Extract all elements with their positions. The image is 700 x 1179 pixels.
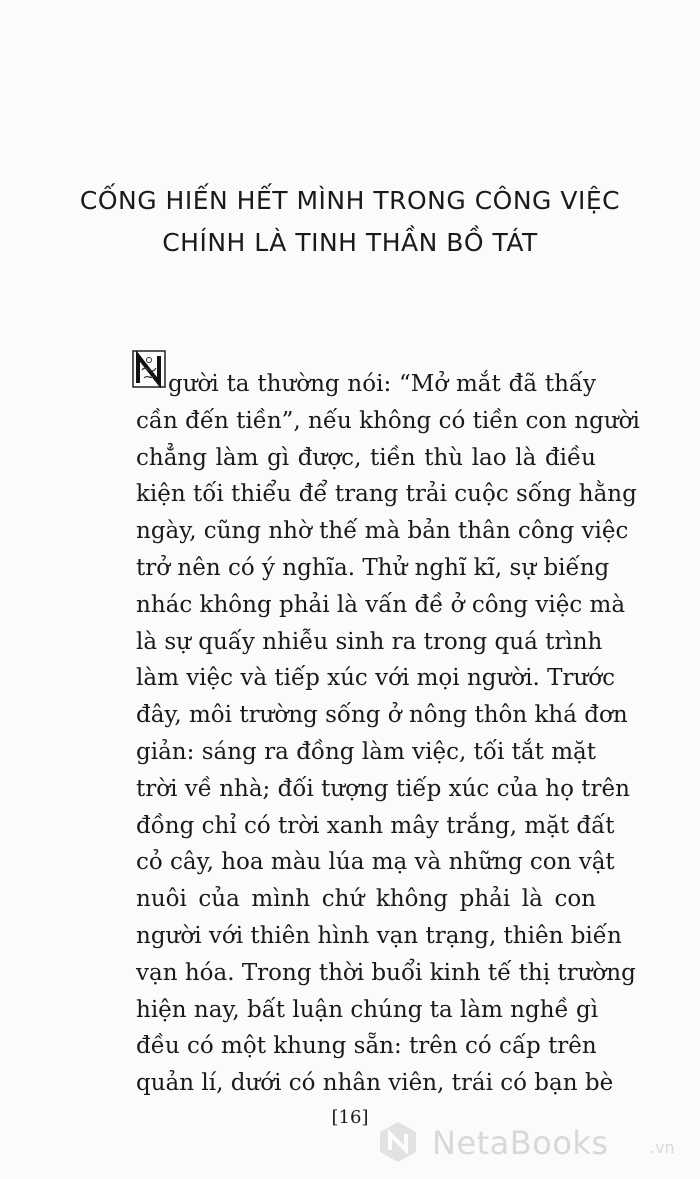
netabooks-logo-icon	[376, 1120, 420, 1164]
body-line: nuôi của mình chứ không phải là con	[136, 886, 596, 913]
chapter-title-line-1: CỐNG HIẾN HẾT MÌNH TRONG CÔNG VIỆC	[79, 186, 621, 215]
netabooks-watermark	[376, 1120, 686, 1166]
body-line: nhác không phải là vấn đề ở công việc mà	[136, 591, 626, 618]
page-number: [16]	[331, 1107, 369, 1128]
chapter-title-line-2: CHÍNH LÀ TINH THẦN BỒ TÁT	[162, 228, 538, 257]
body-line: chẳng làm gì được, tiền thù lao là điều	[136, 444, 596, 471]
body-line: trở nên có ý nghĩa. Thử nghĩ kĩ, sự biếng	[136, 555, 610, 581]
body-line: trời về nhà; đối tượng tiếp xúc của họ trên	[136, 775, 630, 802]
watermark-brand: NetaBooks	[432, 1124, 609, 1162]
body-line: quản lí, dưới có nhân viên, trái có bạn bè	[136, 1070, 614, 1097]
body-line: vạn hóa. Trong thời buổi kinh tế thị trường	[136, 959, 636, 986]
body-line: cần đến tiền”, nếu không có tiền con người	[136, 407, 640, 434]
body-line: hiện nay, bất luận chúng ta làm nghề gì	[136, 996, 599, 1023]
dropcap-letter: N	[132, 350, 133, 351]
body-line: đều có một khung sẵn: trên có cấp trên	[136, 1033, 597, 1060]
watermark-suffix: .vn	[650, 1138, 675, 1157]
decorative-dropcap-icon	[132, 350, 166, 388]
body-line: người với thiên hình vạn trạng, thiên biến	[136, 923, 622, 949]
body-line: làm việc và tiếp xúc với mọi người. Trước	[136, 665, 616, 692]
body-line: gười ta thường nói: “Mở mắt đã thấy	[168, 371, 596, 397]
body-line: cỏ cây, hoa màu lúa mạ và những con vật	[136, 849, 615, 876]
body-line: đồng chỉ có trời xanh mây trắng, mặt đất	[136, 812, 615, 839]
body-line: kiện tối thiểu để trang trải cuộc sống hằng	[136, 481, 637, 508]
body-line: là sự quấy nhiễu sinh ra trong quá trình	[136, 628, 603, 655]
body-line: đây, môi trường sống ở nông thôn khá đơn	[136, 702, 628, 729]
body-line: ngày, cũng nhờ thế mà bản thân công việc	[136, 518, 629, 545]
body-line: giản: sáng ra đồng làm việc, tối tắt mặt	[136, 739, 596, 765]
